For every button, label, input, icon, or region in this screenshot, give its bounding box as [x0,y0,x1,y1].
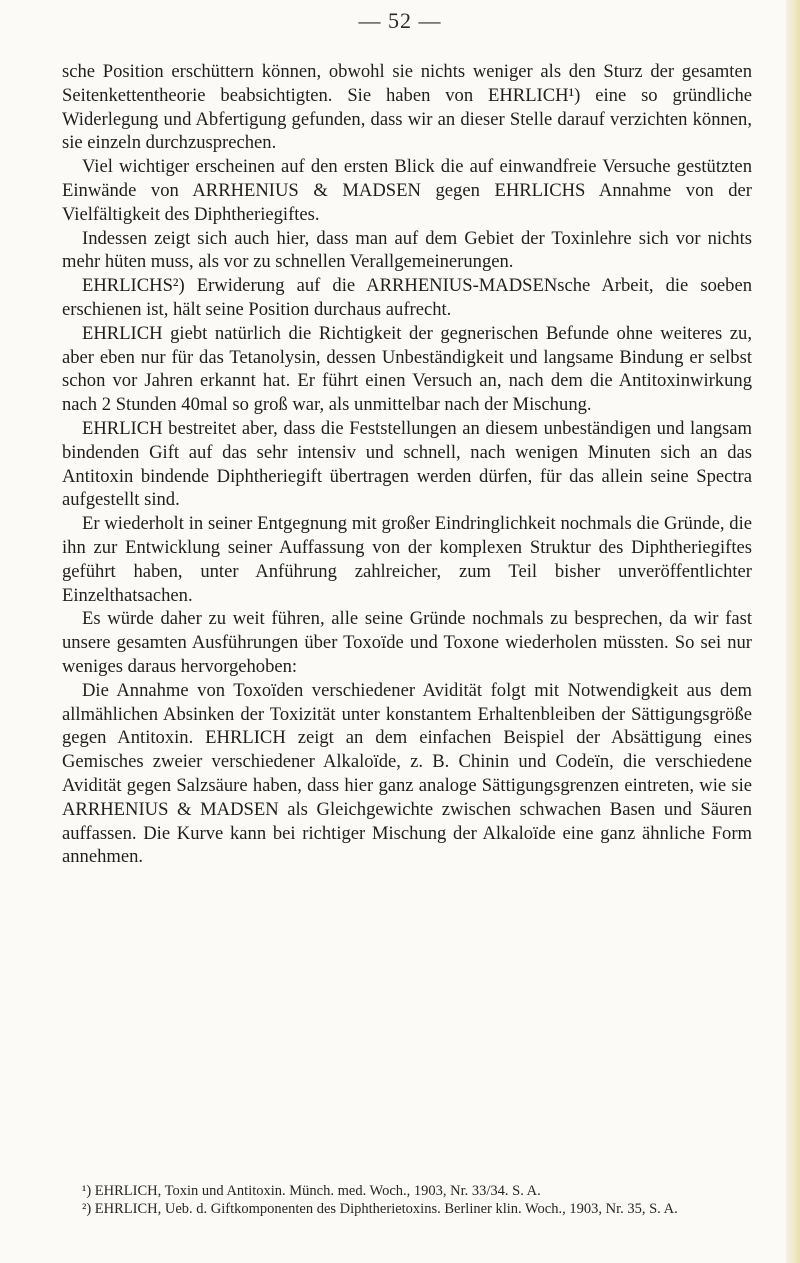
paragraph: Es würde daher zu weit führen, alle seine Gründe nochmals zu besprechen, da wir fast unsere gesamten Ausführungen über Toxoïde und Toxone wiederholen müssten. So sei nur weniges daraus hervorgehoben: [62,608,752,677]
paragraph: Er wiederholt in seiner Entgegnung mit großer Eindringlichkeit nochmals die Gründe, die ihn zur Entwicklung seiner Auffassung von der komplexen Struktur des Diphtheriegiftes geführt haben, unter Anführung zahlreicher, zum Teil bisher unveröffentlichter Einzelthatsachen. [62,513,752,606]
paragraph: sche Position erschüttern können, obwohl sie nichts weniger als den Sturz der gesamten Seitenkettentheorie beabsichtigten. Sie haben von EHRLICH¹) eine so gründliche Widerlegung und Abfertigung gefunden, dass wir an dieser Stelle darauf verzichten können, sie einzeln durchzusprechen. [62,61,752,154]
page-edge [786,0,800,1263]
footnote: ¹) EHRLICH, Toxin und Antitoxin. Münch. med. Woch., 1903, Nr. 33/34. S. A. [82,1183,541,1199]
footnotes [62,1183,752,1218]
paragraph: Indessen zeigt sich auch hier, dass man auf dem Gebiet der Toxinlehre sich vor nichts mehr hüten muss, als vor zu schnellen Verallgemeinerungen. [62,227,752,273]
paragraph: EHRLICHS²) Erwiderung auf die ARRHENIUS-MADSENsche Arbeit, die soeben erschienen ist, hält seine Position durchaus aufrecht. [62,275,752,320]
body-text [62,60,752,869]
paragraph: Viel wichtiger erscheinen auf den ersten Blick die auf einwandfreie Versuche gestützten Einwände von ARRHENIUS & MADSEN gegen EHRLICHS Annahme von der Vielfältigkeit des Diphtheriegiftes. [62,156,752,225]
footnote: ²) EHRLICH, Ueb. d. Giftkomponenten des Diphtherietoxins. Berliner klin. Woch., 1903, Nr. 35, S. A. [82,1200,678,1217]
paragraph: EHRLICH bestreitet aber, dass die Feststellungen an diesem unbeständigen und langsam bindenden Gift auf das sehr intensiv und schnell, nach wenigen Minuten sich an das Antitoxin bindende Diphtheriegift übertragen werden dürfen, für das allein seine Spectra aufgestellt sind. [62,417,752,511]
paragraph: Die Annahme von Toxoïden verschiedener Avidität folgt mit Notwendigkeit aus dem allmählichen Absinken der Toxizität unter konstantem Erhaltenbleiben der Sättigungsgröße gegen Antitoxin. EHRLICH zeigt an dem einfachen Beispiel der Absättigung eines Gemisches zweier verschiedener Alkaloïde, z. B. Chinin und Codeïn, die verschiedene Avidität gegen Salzsäure haben, dass hier ganz analoge Sättigungsgrenzen eintreten, wie sie ARRHENIUS & MADSEN als Gleichgewichte zwischen schwachen Basen und Säuren auffassen. Die Kurve kann bei richtiger Mischung der Alkaloïde eine ganz ähnliche Form annehmen. [62,679,752,868]
page-number: — 52 — [358,8,442,33]
paragraph: EHRLICH giebt natürlich die Richtigkeit der gegnerischen Befunde ohne weiteres zu, aber eben nur für das Tetanolysin, dessen Unbeständigkeit und langsame Bindung er selbst schon vor Jahren erkannt hat. Er führt einen Versuch an, nach dem die Antitoxinwirkung nach 2 Stunden 40mal so groß war, als unmittelbar nach der Mischung. [62,322,752,416]
